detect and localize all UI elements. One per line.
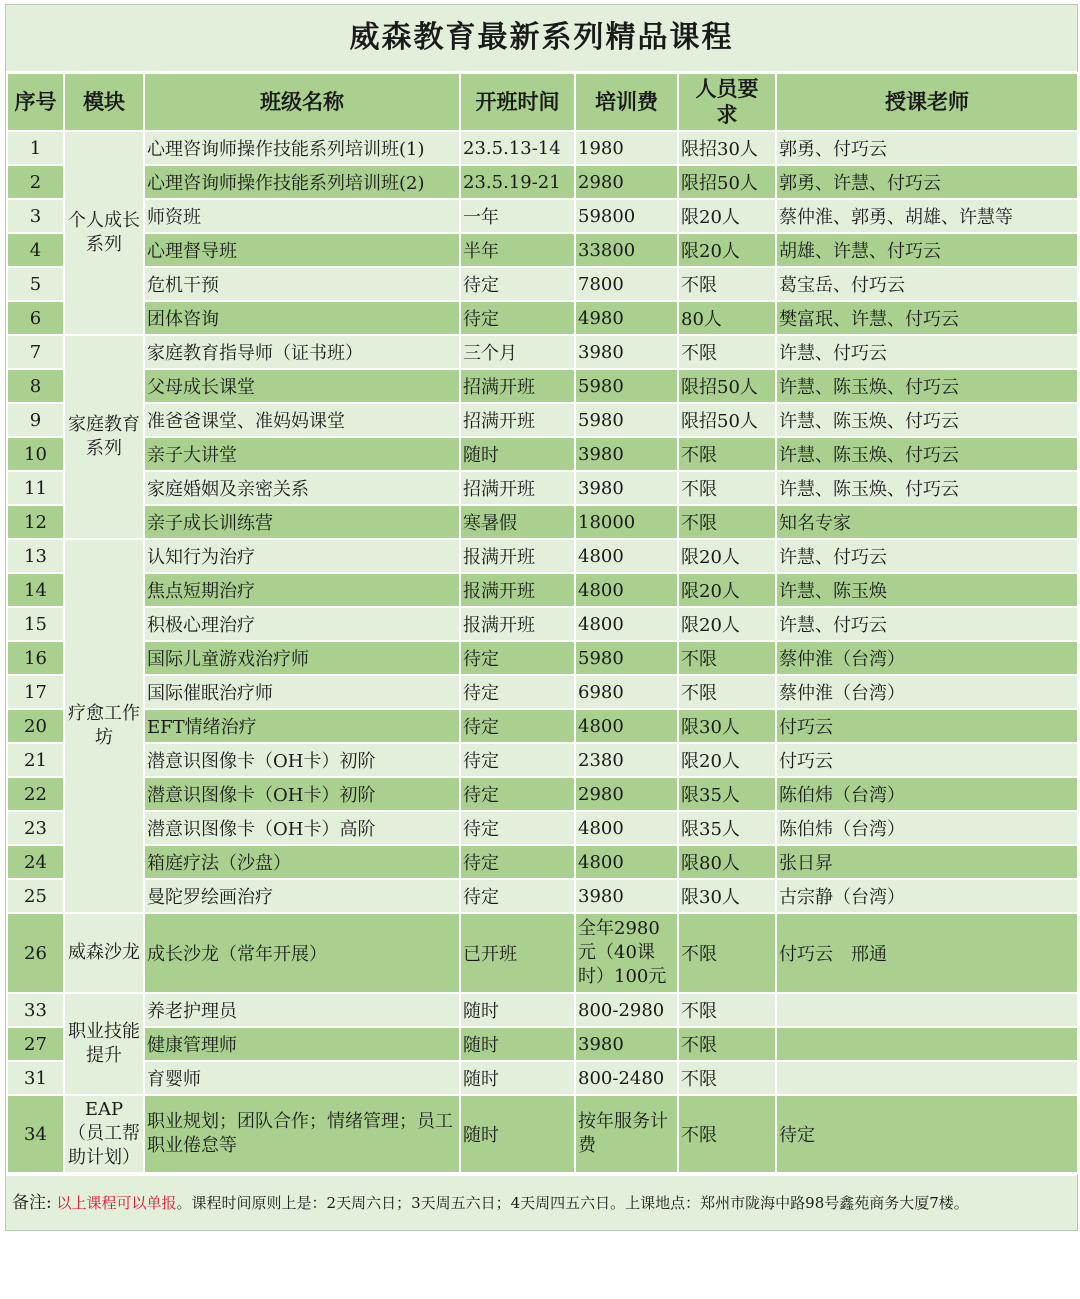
cell-fee: 2380 [575, 743, 678, 777]
cell-start-time: 随时 [460, 993, 575, 1027]
cell-teacher: 樊富珉、许慧、付巧云 [776, 301, 1078, 335]
cell-requirement: 不限 [678, 1027, 776, 1061]
cell-class-name: 团体咨询 [144, 301, 460, 335]
cell-fee: 2980 [575, 165, 678, 199]
cell-no: 6 [7, 301, 64, 335]
cell-fee: 33800 [575, 233, 678, 267]
cell-fee: 4980 [575, 301, 678, 335]
cell-requirement: 不限 [678, 437, 776, 471]
cell-requirement: 限招50人 [678, 165, 776, 199]
cell-class-name: 心理咨询师操作技能系列培训班(1) [144, 131, 460, 165]
cell-class-name: 养老护理员 [144, 993, 460, 1027]
cell-requirement: 限35人 [678, 811, 776, 845]
header-fee: 培训费 [575, 73, 678, 131]
note-highlight: 以上课程可以单报 [56, 1194, 177, 1212]
table-row [7, 573, 1078, 607]
cell-teacher: 张日昇 [776, 845, 1078, 879]
cell-no: 31 [7, 1061, 64, 1095]
cell-requirement: 限招50人 [678, 403, 776, 437]
cell-no: 26 [7, 913, 64, 993]
cell-module: 职业技能提升 [64, 993, 144, 1095]
cell-start-time: 23.5.13-14 [460, 131, 575, 165]
cell-teacher: 许慧、陈玉焕、付巧云 [776, 369, 1078, 403]
cell-class-name: 职业规划；团队合作；情绪管理；员工职业倦怠等 [144, 1095, 460, 1173]
table-row [7, 369, 1078, 403]
cell-no: 15 [7, 607, 64, 641]
cell-fee: 5980 [575, 403, 678, 437]
table-row [7, 131, 1078, 165]
cell-fee: 4800 [575, 845, 678, 879]
footnote [6, 1174, 1077, 1230]
cell-teacher [776, 1061, 1078, 1095]
table-row [7, 301, 1078, 335]
cell-requirement: 限招50人 [678, 369, 776, 403]
cell-requirement: 不限 [678, 505, 776, 539]
cell-fee: 7800 [575, 267, 678, 301]
cell-requirement: 限20人 [678, 573, 776, 607]
cell-teacher: 付巧云 邢通 [776, 913, 1078, 993]
cell-no: 34 [7, 1095, 64, 1173]
header-start-time: 开班时间 [460, 73, 575, 131]
cell-teacher [776, 993, 1078, 1027]
cell-teacher: 许慧、付巧云 [776, 539, 1078, 573]
cell-requirement: 限20人 [678, 199, 776, 233]
cell-module: 疗愈工作坊 [64, 539, 144, 913]
cell-teacher: 待定 [776, 1095, 1078, 1173]
cell-no: 3 [7, 199, 64, 233]
table-row [7, 1095, 1078, 1173]
cell-start-time: 招满开班 [460, 471, 575, 505]
cell-no: 22 [7, 777, 64, 811]
cell-start-time: 待定 [460, 301, 575, 335]
cell-start-time: 已开班 [460, 913, 575, 993]
header-class-name: 班级名称 [144, 73, 460, 131]
cell-start-time: 待定 [460, 709, 575, 743]
cell-class-name: 危机干预 [144, 267, 460, 301]
cell-start-time: 报满开班 [460, 607, 575, 641]
cell-requirement: 限80人 [678, 845, 776, 879]
cell-teacher: 陈伯炜（台湾） [776, 811, 1078, 845]
cell-start-time: 报满开班 [460, 539, 575, 573]
cell-no: 2 [7, 165, 64, 199]
cell-no: 7 [7, 335, 64, 369]
cell-no: 20 [7, 709, 64, 743]
cell-teacher: 蔡仲淮（台湾） [776, 675, 1078, 709]
table-row [7, 437, 1078, 471]
table-row [7, 471, 1078, 505]
cell-fee: 4800 [575, 811, 678, 845]
cell-teacher: 许慧、陈玉焕 [776, 573, 1078, 607]
cell-teacher: 知名专家 [776, 505, 1078, 539]
cell-start-time: 一年 [460, 199, 575, 233]
cell-requirement: 限招30人 [678, 131, 776, 165]
cell-fee: 4800 [575, 607, 678, 641]
cell-teacher: 葛宝岳、付巧云 [776, 267, 1078, 301]
header-module: 模块 [64, 73, 144, 131]
cell-class-name: 亲子成长训练营 [144, 505, 460, 539]
cell-fee: 4800 [575, 539, 678, 573]
cell-requirement: 不限 [678, 993, 776, 1027]
cell-class-name: 箱庭疗法（沙盘） [144, 845, 460, 879]
cell-class-name: 家庭教育指导师（证书班） [144, 335, 460, 369]
table-row [7, 403, 1078, 437]
cell-teacher: 许慧、陈玉焕、付巧云 [776, 403, 1078, 437]
cell-start-time: 寒暑假 [460, 505, 575, 539]
cell-fee: 59800 [575, 199, 678, 233]
cell-class-name: 健康管理师 [144, 1027, 460, 1061]
cell-start-time: 待定 [460, 267, 575, 301]
table-row [7, 539, 1078, 573]
cell-class-name: 潜意识图像卡（OH卡）初阶 [144, 777, 460, 811]
cell-class-name: 认知行为治疗 [144, 539, 460, 573]
table-body [7, 131, 1078, 1173]
cell-requirement: 不限 [678, 267, 776, 301]
cell-fee: 按年服务计费 [575, 1095, 678, 1173]
cell-no: 33 [7, 993, 64, 1027]
table-row [7, 641, 1078, 675]
cell-fee: 全年2980元（40课时）100元 [575, 913, 678, 993]
cell-class-name: 成长沙龙（常年开展） [144, 913, 460, 993]
cell-no: 12 [7, 505, 64, 539]
table-row [7, 267, 1078, 301]
cell-class-name: 亲子大讲堂 [144, 437, 460, 471]
cell-start-time: 随时 [460, 437, 575, 471]
cell-class-name: 父母成长课堂 [144, 369, 460, 403]
cell-class-name: 国际儿童游戏治疗师 [144, 641, 460, 675]
course-table [6, 72, 1079, 1174]
cell-requirement: 限20人 [678, 607, 776, 641]
cell-teacher: 郭勇、付巧云 [776, 131, 1078, 165]
cell-start-time: 随时 [460, 1095, 575, 1173]
cell-class-name: EFT情绪治疗 [144, 709, 460, 743]
cell-no: 1 [7, 131, 64, 165]
cell-no: 13 [7, 539, 64, 573]
cell-fee: 3980 [575, 335, 678, 369]
cell-teacher: 付巧云 [776, 709, 1078, 743]
table-row [7, 811, 1078, 845]
cell-no: 8 [7, 369, 64, 403]
table-row [7, 607, 1078, 641]
cell-no: 17 [7, 675, 64, 709]
cell-fee: 4800 [575, 709, 678, 743]
table-row [7, 777, 1078, 811]
cell-requirement: 不限 [678, 471, 776, 505]
table-row [7, 165, 1078, 199]
note-label: 备注: [12, 1193, 52, 1213]
cell-teacher: 郭勇、许慧、付巧云 [776, 165, 1078, 199]
cell-requirement: 限20人 [678, 743, 776, 777]
cell-module: EAP（员工帮助计划） [64, 1095, 144, 1173]
cell-requirement: 限35人 [678, 777, 776, 811]
table-row [7, 1061, 1078, 1095]
cell-fee: 800-2980 [575, 993, 678, 1027]
cell-start-time: 待定 [460, 879, 575, 913]
cell-no: 11 [7, 471, 64, 505]
cell-start-time: 待定 [460, 743, 575, 777]
cell-teacher: 胡雄、许慧、付巧云 [776, 233, 1078, 267]
cell-teacher: 许慧、付巧云 [776, 607, 1078, 641]
cell-no: 10 [7, 437, 64, 471]
cell-start-time: 待定 [460, 675, 575, 709]
cell-class-name: 师资班 [144, 199, 460, 233]
cell-fee: 2980 [575, 777, 678, 811]
table-row [7, 233, 1078, 267]
table-row [7, 913, 1078, 993]
cell-class-name: 曼陀罗绘画治疗 [144, 879, 460, 913]
cell-module: 威森沙龙 [64, 913, 144, 993]
cell-fee: 5980 [575, 641, 678, 675]
note-text: 。课程时间原则上是：2天周六日；3天周五六日；4天周四五六日。上课地点：郑州市陇海中路98号鑫苑商务大厦7楼。 [176, 1194, 969, 1212]
table-row [7, 993, 1078, 1027]
cell-requirement: 不限 [678, 913, 776, 993]
cell-class-name: 家庭婚姻及亲密关系 [144, 471, 460, 505]
cell-class-name: 潜意识图像卡（OH卡）初阶 [144, 743, 460, 777]
cell-teacher: 陈伯炜（台湾） [776, 777, 1078, 811]
header-row [7, 73, 1078, 131]
cell-requirement: 不限 [678, 1095, 776, 1173]
table-row [7, 675, 1078, 709]
cell-module: 家庭教育系列 [64, 335, 144, 539]
page-title: 威森教育最新系列精品课程 [6, 5, 1077, 72]
cell-start-time: 随时 [460, 1061, 575, 1095]
cell-fee: 4800 [575, 573, 678, 607]
cell-requirement: 不限 [678, 641, 776, 675]
cell-fee: 1980 [575, 131, 678, 165]
cell-start-time: 待定 [460, 641, 575, 675]
table-row [7, 743, 1078, 777]
cell-fee: 3980 [575, 1027, 678, 1061]
cell-requirement: 限20人 [678, 539, 776, 573]
cell-fee: 6980 [575, 675, 678, 709]
cell-requirement: 不限 [678, 1061, 776, 1095]
cell-requirement: 限30人 [678, 879, 776, 913]
cell-start-time: 招满开班 [460, 403, 575, 437]
cell-teacher: 蔡仲淮（台湾） [776, 641, 1078, 675]
table-row [7, 879, 1078, 913]
cell-start-time: 半年 [460, 233, 575, 267]
cell-teacher: 许慧、付巧云 [776, 335, 1078, 369]
table-row [7, 845, 1078, 879]
cell-requirement: 不限 [678, 335, 776, 369]
cell-teacher: 付巧云 [776, 743, 1078, 777]
cell-start-time: 待定 [460, 811, 575, 845]
cell-no: 16 [7, 641, 64, 675]
cell-fee: 800-2480 [575, 1061, 678, 1095]
cell-teacher: 许慧、陈玉焕、付巧云 [776, 437, 1078, 471]
cell-start-time: 待定 [460, 845, 575, 879]
cell-no: 27 [7, 1027, 64, 1061]
cell-class-name: 心理咨询师操作技能系列培训班(2) [144, 165, 460, 199]
header-no: 序号 [7, 73, 64, 131]
cell-start-time: 招满开班 [460, 369, 575, 403]
cell-start-time: 待定 [460, 777, 575, 811]
cell-requirement: 限30人 [678, 709, 776, 743]
cell-no: 24 [7, 845, 64, 879]
cell-module: 个人成长系列 [64, 131, 144, 335]
table-row [7, 199, 1078, 233]
cell-no: 9 [7, 403, 64, 437]
cell-class-name: 心理督导班 [144, 233, 460, 267]
cell-teacher [776, 1027, 1078, 1061]
cell-class-name: 积极心理治疗 [144, 607, 460, 641]
cell-class-name: 焦点短期治疗 [144, 573, 460, 607]
cell-teacher: 许慧、陈玉焕、付巧云 [776, 471, 1078, 505]
cell-teacher: 蔡仲淮、郭勇、胡雄、许慧等 [776, 199, 1078, 233]
table-row [7, 709, 1078, 743]
cell-requirement: 限20人 [678, 233, 776, 267]
cell-no: 14 [7, 573, 64, 607]
cell-start-time: 23.5.19-21 [460, 165, 575, 199]
cell-start-time: 随时 [460, 1027, 575, 1061]
cell-fee: 5980 [575, 369, 678, 403]
cell-start-time: 报满开班 [460, 573, 575, 607]
cell-class-name: 育婴师 [144, 1061, 460, 1095]
cell-no: 21 [7, 743, 64, 777]
cell-teacher: 古宗静（台湾） [776, 879, 1078, 913]
cell-class-name: 国际催眠治疗师 [144, 675, 460, 709]
cell-start-time: 三个月 [460, 335, 575, 369]
cell-no: 5 [7, 267, 64, 301]
cell-no: 4 [7, 233, 64, 267]
cell-fee: 3980 [575, 471, 678, 505]
header-teacher: 授课老师 [776, 73, 1078, 131]
cell-no: 25 [7, 879, 64, 913]
cell-fee: 18000 [575, 505, 678, 539]
cell-class-name: 潜意识图像卡（OH卡）高阶 [144, 811, 460, 845]
cell-no: 23 [7, 811, 64, 845]
table-row [7, 505, 1078, 539]
table-row [7, 335, 1078, 369]
cell-requirement: 不限 [678, 675, 776, 709]
cell-fee: 3980 [575, 879, 678, 913]
header-requirement: 人员要求 [678, 73, 776, 131]
table-row [7, 1027, 1078, 1061]
cell-class-name: 准爸爸课堂、准妈妈课堂 [144, 403, 460, 437]
course-sheet [5, 4, 1078, 1231]
cell-fee: 3980 [575, 437, 678, 471]
cell-requirement: 80人 [678, 301, 776, 335]
